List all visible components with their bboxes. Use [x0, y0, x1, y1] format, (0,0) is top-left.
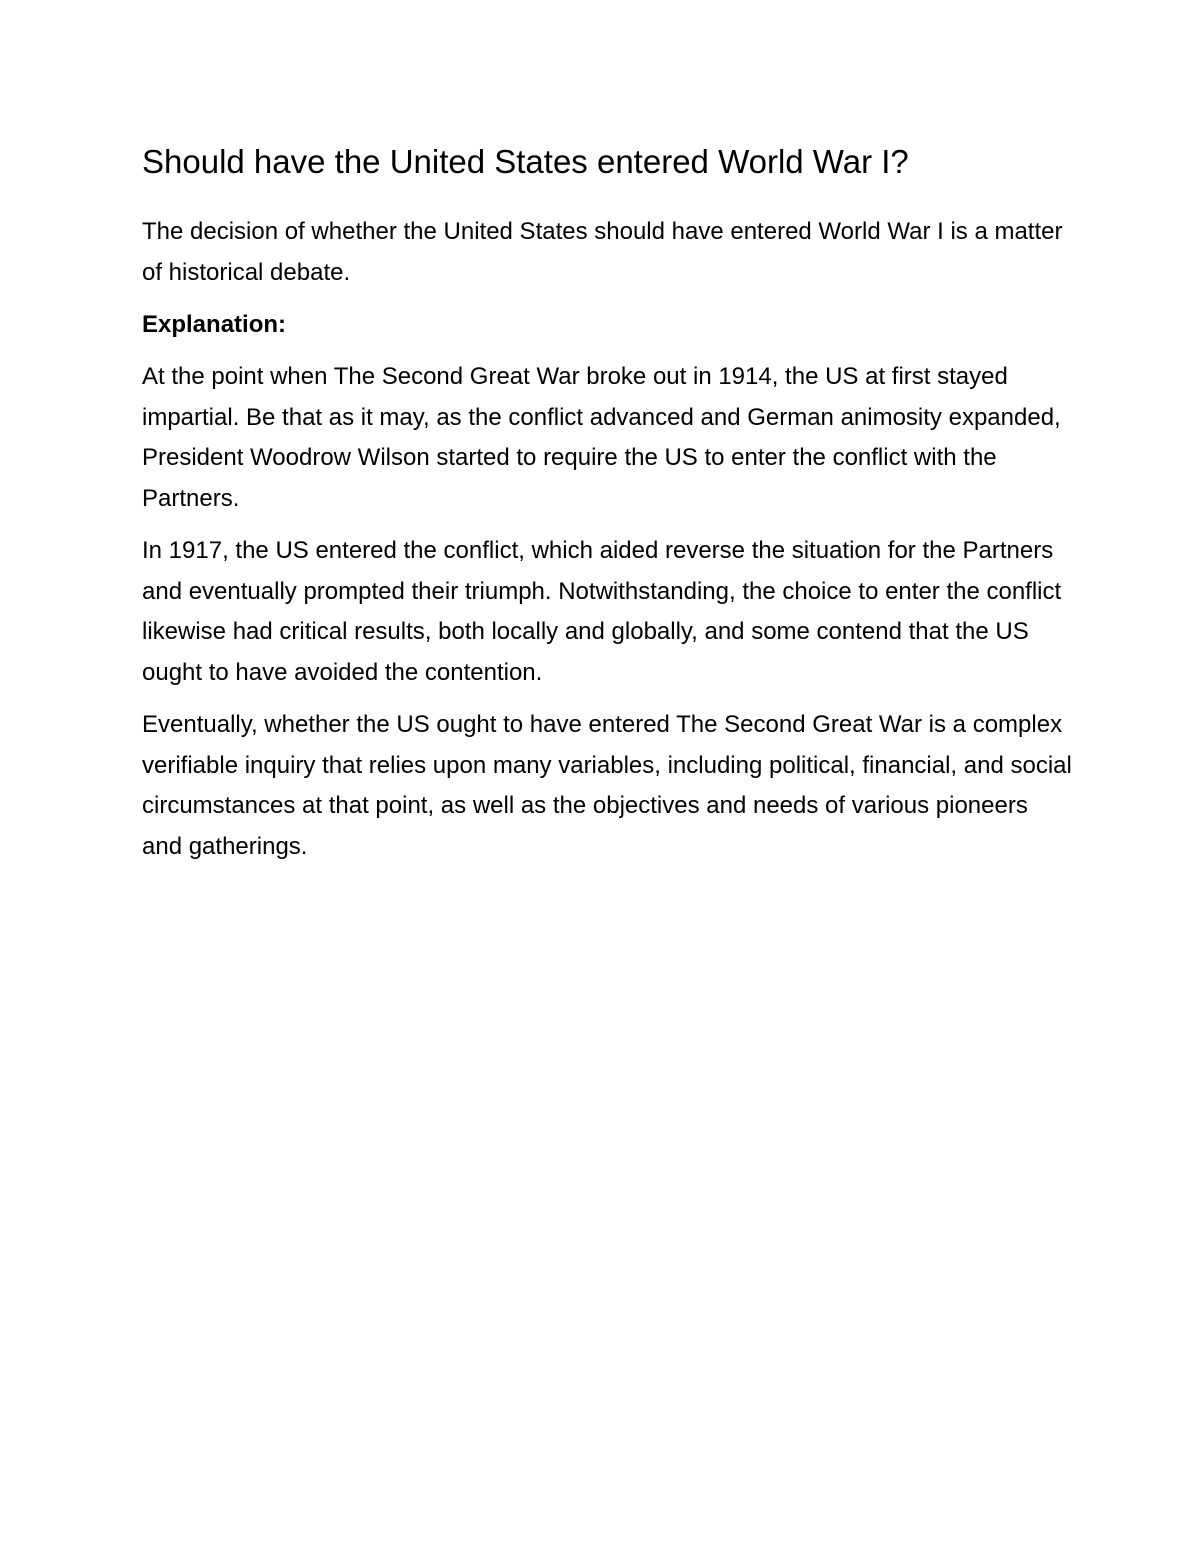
intro-paragraph: The decision of whether the United States should have entered World War I is a matter of historical debate. — [142, 218, 1063, 286]
explanation-heading: Explanation: — [142, 311, 287, 338]
document-title: Should have the United States entered World War I? — [142, 143, 909, 180]
body-paragraph: In 1917, the US entered the conflict, which aided reverse the situation for the Partners and eventually prompted their triumph. Notwithstanding, the choice to enter the conflict likewise had critical results, both locally and globally, and some contend that the US ought to have avoided the contention. — [142, 537, 1062, 686]
body-paragraph: At the point when The Second Great War broke out in 1914, the US at first stayed impartial. Be that as it may, as the conflict advanced and German animosity expanded, President Woodrow Wilson started to require the US to enter the conflict with the Partners. — [142, 363, 1061, 512]
body-paragraph: Eventually, whether the US ought to have entered The Second Great War is a complex verifiable inquiry that relies upon many variables, including political, financial, and social circumstances at that point, as well as the objectives and needs of various pioneers and gatherings. — [142, 711, 1072, 860]
document-body — [142, 140, 1072, 879]
